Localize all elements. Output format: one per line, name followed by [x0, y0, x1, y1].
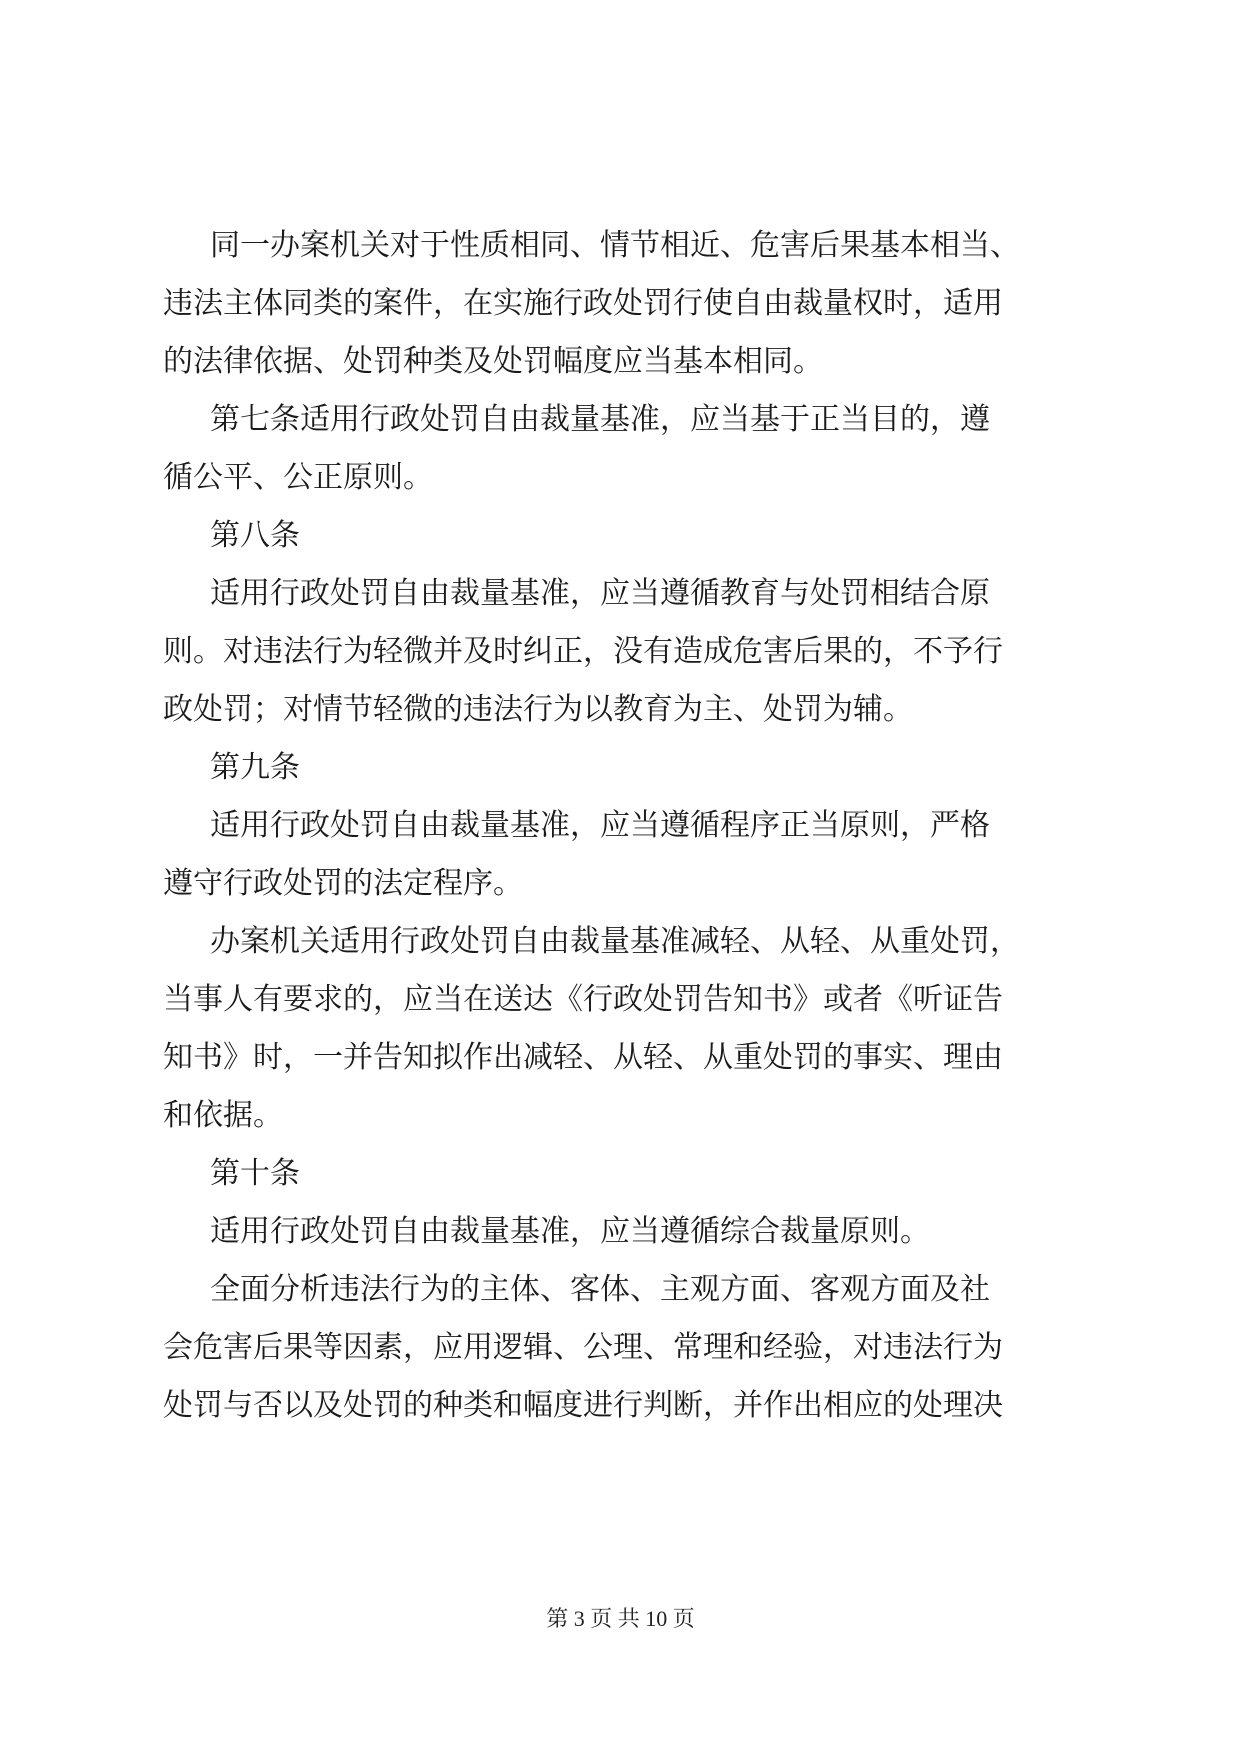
text-line: 全面分析违法行为的主体、客体、主观方面、客观方面及社 [210, 1272, 990, 1307]
page-footer: 第 3 页 共 10 页 [546, 1606, 695, 1631]
text-line: 则。对违法行为轻微并及时纠正，没有造成危害后果的，不予行 [163, 634, 1003, 669]
text-line: 会危害后果等因素，应用逻辑、公理、常理和经验，对违法行为 [163, 1330, 1003, 1365]
article-heading: 第八条 [210, 518, 300, 553]
text-line: 和依据。 [163, 1098, 283, 1133]
text-line: 政处罚；对情节轻微的违法行为以教育为主、处罚为辅。 [163, 692, 913, 727]
text-line: 同一办案机关对于性质相同、情节相近、危害后果基本相当、 [210, 228, 1020, 263]
text-line: 循公平、公正原则。 [163, 460, 433, 495]
text-line: 第七条适用行政处罚自由裁量基准，应当基于正当目的，遵 [210, 402, 990, 437]
text-line: 适用行政处罚自由裁量基准，应当遵循综合裁量原则。 [210, 1214, 930, 1249]
text-line: 办案机关适用行政处罚自由裁量基准减轻、从轻、从重处罚， [210, 924, 1020, 959]
text-line: 遵守行政处罚的法定程序。 [163, 866, 523, 901]
text-line: 当事人有要求的，应当在送达《行政处罚告知书》或者《听证告 [163, 982, 1003, 1017]
text-line: 违法主体同类的案件，在实施行政处罚行使自由裁量权时，适用 [163, 286, 1003, 321]
text-line: 知书》时，一并告知拟作出减轻、从轻、从重处罚的事实、理由 [163, 1040, 1003, 1075]
article-heading: 第十条 [210, 1156, 300, 1191]
text-line: 的法律依据、处罚种类及处罚幅度应当基本相同。 [163, 344, 823, 379]
text-line: 适用行政处罚自由裁量基准，应当遵循教育与处罚相结合原 [210, 576, 990, 611]
article-heading: 第九条 [210, 750, 300, 785]
text-line: 处罚与否以及处罚的种类和幅度进行判断，并作出相应的处理决 [163, 1388, 1003, 1423]
text-line: 适用行政处罚自由裁量基准，应当遵循程序正当原则，严格 [210, 808, 990, 843]
